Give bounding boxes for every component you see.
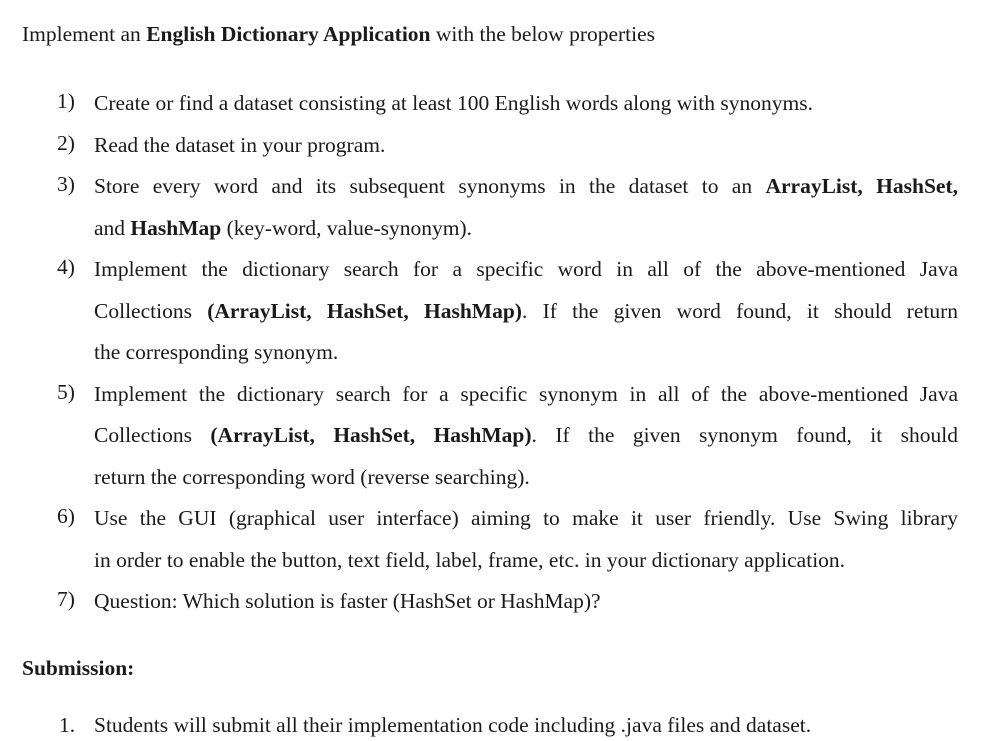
list-item-text: and — [94, 215, 131, 240]
list-item-text: Collections — [94, 423, 211, 447]
list-item — [0, 172, 996, 255]
list-item-bold: HashMap — [130, 215, 222, 240]
list-item-text: in order to enable the button, text field, label, frame, etc. in your dictionary application. — [94, 547, 846, 572]
submission-item-text: Students will submit all their implementation code including .java files and dataset. — [94, 713, 812, 737]
list-item-text: Read the dataset in your program. — [94, 132, 386, 157]
list-item-text: (key-word, value-synonym). — [221, 215, 473, 240]
list-item — [0, 504, 996, 587]
list-item-text: Use the GUI (graphical user interface) aiming to make it user friendly. Use Swing library — [94, 506, 958, 530]
list-item — [0, 587, 996, 629]
list-item — [0, 255, 996, 380]
list-item-text: . If the given synonym found, it should — [531, 423, 959, 447]
submission-heading: Submission: — [22, 656, 135, 680]
list-item-text: Question: Which solution is faster (HashSet or HashMap)? — [94, 589, 601, 613]
list-item — [0, 380, 996, 505]
submission-item-number: 1. — [59, 713, 76, 737]
list-item-text: Create or find a dataset consisting at least 100 English words along with synonyms. — [94, 91, 813, 115]
list-item-line — [94, 421, 958, 463]
list-item-number: 6) — [57, 504, 75, 528]
list-item-line — [94, 172, 958, 214]
list-item — [0, 89, 996, 131]
list-item — [0, 131, 996, 173]
intro-text-after: with the below properties — [430, 22, 656, 46]
list-item-number: 5) — [57, 379, 75, 404]
list-item-line — [94, 214, 958, 256]
list-item-bold: (ArrayList, HashSet, HashMap) — [207, 298, 522, 323]
intro-title-bold: English Dictionary Application — [146, 22, 431, 46]
list-item-bold: (ArrayList, HashSet, HashMap) — [210, 423, 532, 447]
intro-paragraph — [22, 20, 655, 48]
intro-text-before: Implement an — [22, 22, 147, 46]
list-item-text: Implement the dictionary search for a specific word in all of the above-mentioned Java — [94, 257, 958, 281]
list-item-text: Implement the dictionary search for a specific synonym in all of the above-mentioned Java — [94, 381, 958, 406]
list-item-line — [94, 297, 958, 339]
list-item-text: Collections — [94, 298, 208, 323]
list-item-number: 7) — [57, 587, 75, 611]
list-item-text: the corresponding synonym. — [94, 340, 339, 364]
list-item-text: . If the given word found, it should return — [521, 298, 959, 323]
list-item-bold: ArrayList, HashSet, — [765, 174, 958, 198]
list-item-number: 4) — [57, 255, 75, 279]
list-item-number: 2) — [57, 130, 75, 155]
list-item-text: Store every word and its subsequent synonyms in the dataset to an — [94, 174, 766, 198]
requirements-list — [0, 89, 996, 629]
list-item-text: return the corresponding word (reverse searching). — [94, 464, 530, 489]
list-item-number: 1) — [57, 89, 75, 113]
list-item-number: 3) — [57, 172, 75, 196]
